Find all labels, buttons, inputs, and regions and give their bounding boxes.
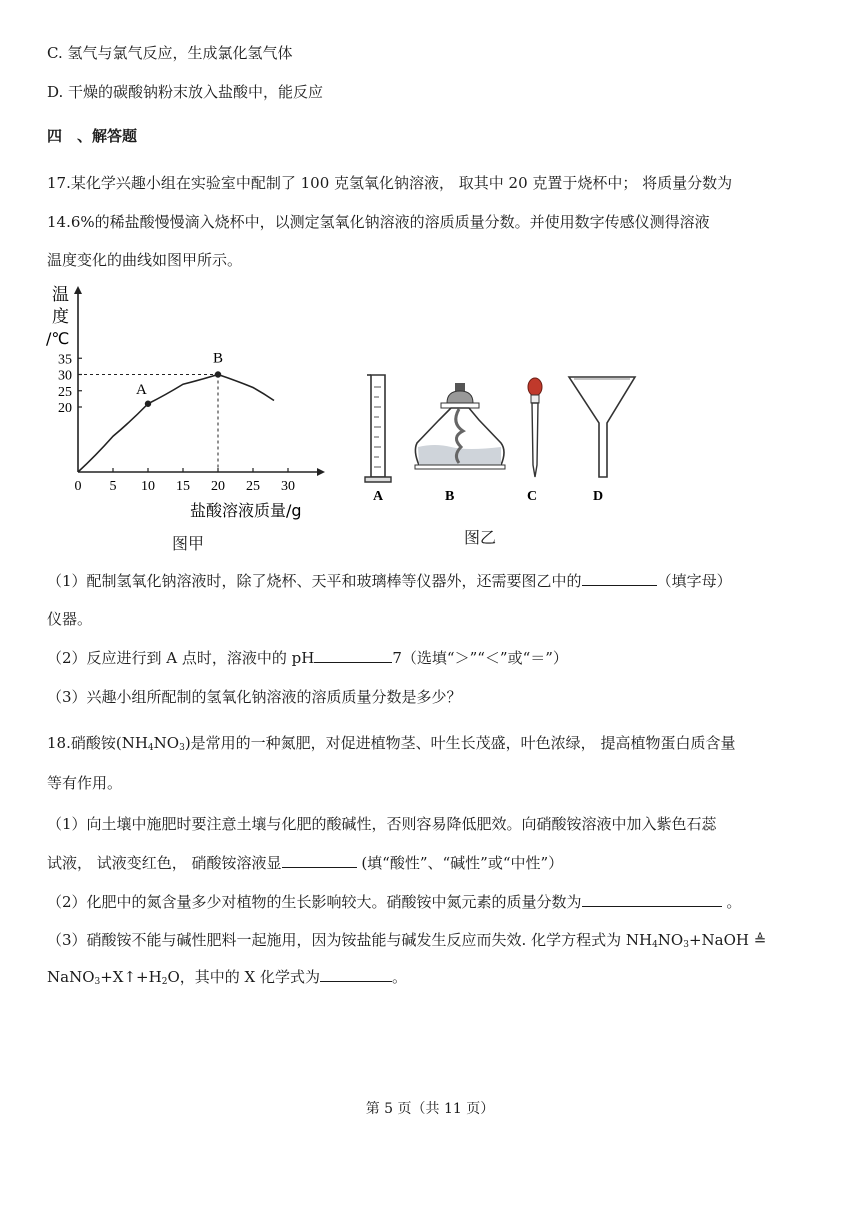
x-tick-label: 25 [246, 479, 260, 494]
apparatus-label: D [593, 489, 604, 504]
answer-blank[interactable] [282, 852, 357, 868]
apparatus-label: B [445, 489, 455, 504]
answer-blank[interactable] [582, 891, 722, 907]
q18-text: （3）硝酸铵不能与碱性肥料一起施用，因为铵盐能与碱发生反应而失效. 化学方程式为 NH [47, 931, 653, 949]
q18-sub3-line2 [47, 966, 407, 993]
q18-text: 。 [391, 968, 407, 986]
figure-yi-caption: 图乙 [464, 528, 497, 547]
x-axis-arrow [317, 468, 325, 476]
q18-text: 18.硝酸铵(NH [47, 734, 148, 752]
q18-line2: 等有作用。 [47, 774, 123, 792]
y-tick-label: 35 [58, 352, 72, 368]
q17-sub2-text: （2）反应进行到 A 点时，溶液中的 pH [47, 649, 315, 667]
subscript: 4 [652, 940, 658, 950]
subscript: 3 [94, 977, 101, 987]
y-axis-label-line: /℃ [46, 329, 70, 348]
point-label: B [213, 350, 224, 367]
q18-text: NO [657, 931, 684, 949]
q17-sub1-text-end: （填字母） [656, 572, 732, 590]
q17-sub1-cont: 仪器。 [47, 610, 93, 628]
figure-yi-apparatus [355, 365, 645, 515]
x-tick-label: 0 [74, 479, 82, 494]
q17-sub1-text: （1）配制氢氧化钠溶液时，除了烧杯、天平和玻璃棒等仪器外，还需要图乙中的 [47, 572, 582, 590]
q17-sub3: （3）兴趣小组所配制的氢氧化钠溶液的溶质质量分数是多少？ [47, 688, 462, 706]
q18-sub3-line1 [47, 929, 766, 956]
y-axis-label [46, 285, 69, 348]
q18-text: +NaOH ≜ [688, 931, 767, 949]
chart-series [78, 375, 274, 473]
q17-line1: 17.某化学兴趣小组在实验室中配制了 100 克氢氧化钠溶液， 取其中 20 克置于烧杯中； 将质量分数为 [47, 174, 733, 192]
subscript: 4 [147, 743, 154, 753]
answer-blank[interactable] [314, 647, 392, 663]
funnel-icon [569, 377, 635, 477]
alcohol-lamp-icon [415, 383, 505, 469]
point-label: A [136, 381, 147, 398]
q18-line1 [47, 732, 735, 759]
y-tick-label: 30 [58, 368, 72, 384]
x-tick-label: 30 [281, 479, 295, 494]
q18-sub2 [47, 891, 741, 913]
x-tick-label: 20 [211, 479, 225, 494]
y-tick-label: 20 [58, 401, 72, 416]
q17-sub1 [47, 570, 732, 592]
x-tick-label: 10 [141, 479, 155, 494]
option-c: C. 氢气与氯气反应，生成氯化氢气体 [47, 44, 293, 62]
graduated-cylinder-icon [365, 375, 391, 482]
apparatus-label: C [527, 489, 538, 504]
figure-jia-chart [40, 280, 340, 530]
y-tick-label: 25 [58, 384, 72, 400]
q18-sub2-text: （2）化肥中的氮含量多少对植物的生长影响较大。硝酸铵中氮元素的质量分数为 [47, 893, 582, 911]
q18-text: )是常用的一种氮肥，对促进植物茎、叶生长茂盛，叶色浓绿， 提高植物蛋白质含量 [184, 734, 736, 752]
section-title: 四 、解答题 [47, 127, 138, 145]
x-tick-label: 15 [176, 479, 190, 494]
answer-blank[interactable] [582, 570, 657, 586]
y-axis-arrow [74, 286, 82, 294]
page-number: 第 5 页（共 11 页） [365, 1101, 495, 1117]
q17-line3: 温度变化的曲线如图甲所示。 [47, 251, 243, 269]
q18-sub1-text-end: (填“酸性”、“碱性”或“中性”） [356, 854, 564, 872]
q18-text: O，其中的 X 化学式为 [167, 968, 320, 986]
temperature-curve [78, 375, 274, 473]
apparatus-label: A [373, 489, 384, 504]
q18-sub1-line2 [47, 852, 563, 874]
q17-line2: 14.6%的稀盐酸慢慢滴入烧杯中，以测定氢氧化钠溶液的溶质质量分数。并使用数字传感仪测得溶液 [47, 213, 710, 231]
x-tick-label: 5 [109, 479, 117, 494]
y-axis-label-line: 度 [52, 307, 69, 327]
dropper-icon [528, 378, 542, 477]
subscript: 3 [179, 743, 185, 753]
answer-blank[interactable] [320, 966, 392, 982]
option-d: D. 干燥的碳酸钠粉末放入盐酸中，能反应 [47, 83, 324, 101]
subscript: 2 [161, 977, 168, 987]
y-axis-label-line: 温 [52, 285, 69, 305]
q17-sub2 [47, 647, 568, 669]
point-marker [145, 401, 151, 407]
chart-annotations [78, 351, 223, 473]
subscript: 3 [683, 940, 689, 950]
q18-text: NaNO [47, 968, 95, 986]
x-axis-label: 盐酸溶液质量/g [190, 501, 302, 520]
q18-sub2-text-end: 。 [721, 893, 742, 911]
q18-sub1-line1: （1）向土壤中施肥时要注意土壤与化肥的酸碱性，否则容易降低肥效。向硝酸铵溶液中加入紫色石蕊 [47, 815, 717, 833]
q17-sub2-text-end: 7（选填“＞”“＜”或“＝”） [392, 649, 568, 667]
q18-sub1-text: 试液， 试液变红色， 硝酸铵溶液显 [47, 854, 282, 872]
figure-jia-caption: 图甲 [172, 534, 205, 553]
q18-text: +X↑+H [100, 968, 162, 986]
chart-axes [74, 286, 325, 476]
q18-text: NO [153, 734, 180, 752]
